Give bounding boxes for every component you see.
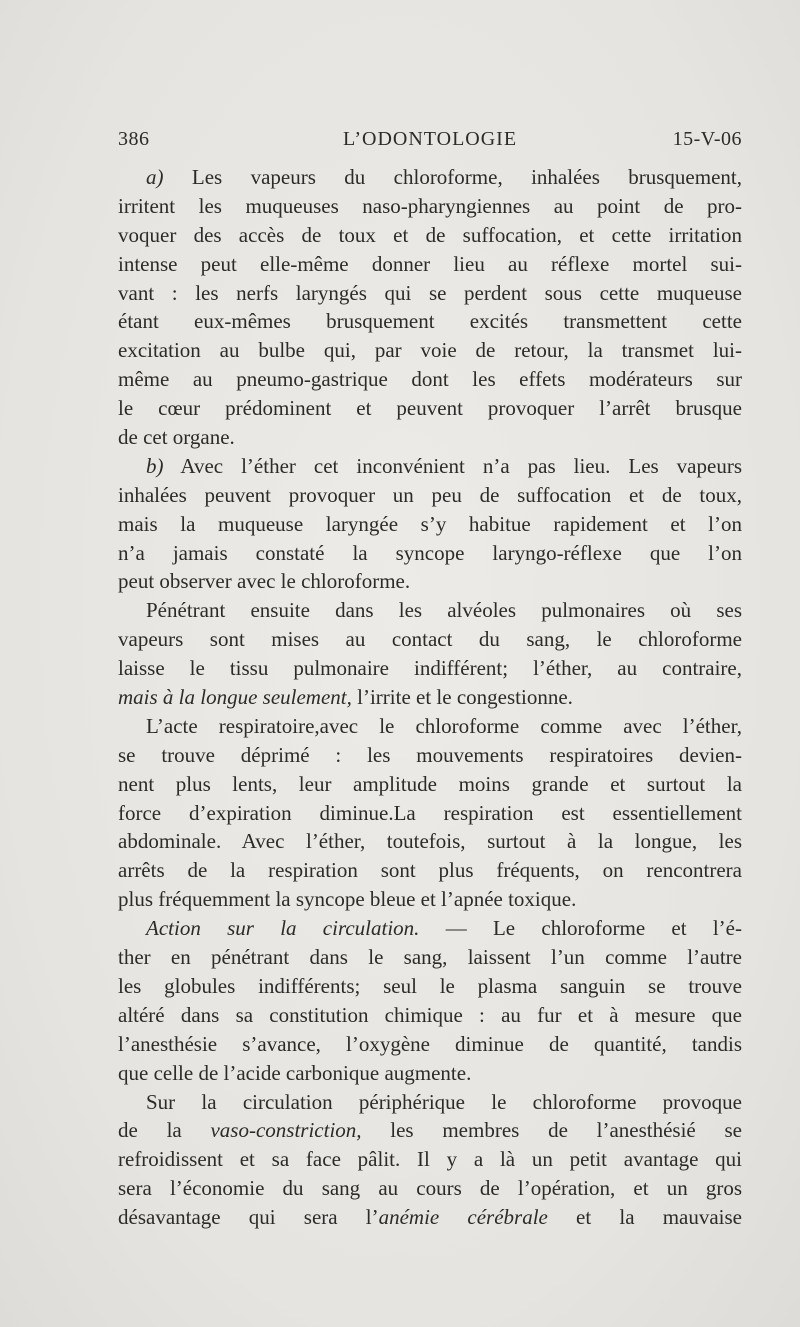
text-line: le cœur prédominent et peuvent provoquer l’arrêt brusque (118, 396, 742, 421)
running-title: L’ODONTOLOGIE (342, 128, 518, 150)
text-line: intense peut elle-même donner lieu au réflexe mortel sui- (118, 251, 742, 276)
text-line: voquer des accès de toux et de suffocation, et cette irritation (118, 222, 742, 247)
text-line: excitation au bulbe qui, par voie de retour, la transmet lui- (118, 338, 742, 363)
text-line: irritent les muqueuses naso-pharyngiennes au point de pro- (118, 193, 742, 218)
text-line: n’a jamais constaté la syncope laryngo-réflexe que l’on (118, 540, 742, 565)
text-line: arrêts de la respiration sont plus fréquents, on rencontrera (118, 858, 742, 883)
text-line: L’acte respiratoire,avec le chloroforme comme avec l’éther, (146, 713, 742, 738)
text-line: de la vaso-constriction, les membres de l’anesthésié se (118, 1118, 742, 1143)
body-text (118, 163, 742, 1232)
text-line: refroidissent et sa face pâlit. Il y a là un petit avantage qui (118, 1147, 742, 1172)
text-line: nent plus lents, leur amplitude moins grande et surtout la (118, 771, 742, 796)
text-line: mais à la longue seulement, l’irrite et le congestionne. (118, 685, 573, 710)
text-line: abdominale. Avec l’éther, toutefois, surtout à la longue, les (118, 829, 742, 854)
text-line: l’anesthésie s’avance, l’oxygène diminue de quantité, tandis (118, 1031, 742, 1056)
page-number: 386 (118, 128, 150, 150)
text-line: Sur la circulation périphérique le chloroforme provoque (146, 1089, 742, 1114)
text-line: que celle de l’acide carbonique augmente. (118, 1060, 472, 1085)
text-line: peut observer avec le chloroforme. (118, 569, 411, 594)
text-line: les globules indifférents; seul le plasma sanguin se trouve (118, 973, 742, 998)
text-line: Action sur la circulation. — Le chloroforme et l’é- (146, 916, 742, 941)
text-line: vant : les nerfs laryngés qui se perdent sous cette muqueuse (118, 280, 742, 305)
text-line: étant eux-mêmes brusquement excités transmettent cette (118, 309, 742, 334)
text-line: plus fréquemment la syncope bleue et l’apnée toxique. (118, 887, 577, 912)
text-line: laisse le tissu pulmonaire indifférent; l’éther, au contraire, (118, 656, 742, 681)
text-line: ther en pénétrant dans le sang, laissent l’un comme l’autre (118, 945, 742, 970)
text-line: de cet organe. (118, 425, 235, 450)
issue-date: 15-V-06 (672, 128, 742, 150)
text-line: sera l’économie du sang au cours de l’opération, et un gros (118, 1176, 742, 1201)
text-line: se trouve déprimé : les mouvements respiratoires devien- (118, 742, 742, 767)
text-line: mais la muqueuse laryngée s’y habitue rapidement et l’on (118, 511, 742, 536)
text-line: a) Les vapeurs du chloroforme, inhalées brusquement, (146, 165, 742, 189)
text-line: altéré dans sa constitution chimique : au fur et à mesure que (118, 1002, 742, 1027)
text-line: b) Avec l’éther cet inconvénient n’a pas lieu. Les vapeurs (146, 453, 742, 478)
text-line: Pénétrant ensuite dans les alvéoles pulmonaires où ses (146, 598, 742, 623)
text-line: inhalées peuvent provoquer un peu de suffocation et de toux, (118, 482, 742, 507)
text-line: force d’expiration diminue.La respiration est essentiellement (118, 800, 742, 825)
text-line: même au pneumo-gastrique dont les effets modérateurs sur (118, 367, 742, 392)
text-line: vapeurs sont mises au contact du sang, le chloroforme (118, 627, 742, 652)
text-line: désavantage qui sera l’anémie cérébrale et la mauvaise (118, 1205, 742, 1230)
page-header (118, 128, 742, 158)
